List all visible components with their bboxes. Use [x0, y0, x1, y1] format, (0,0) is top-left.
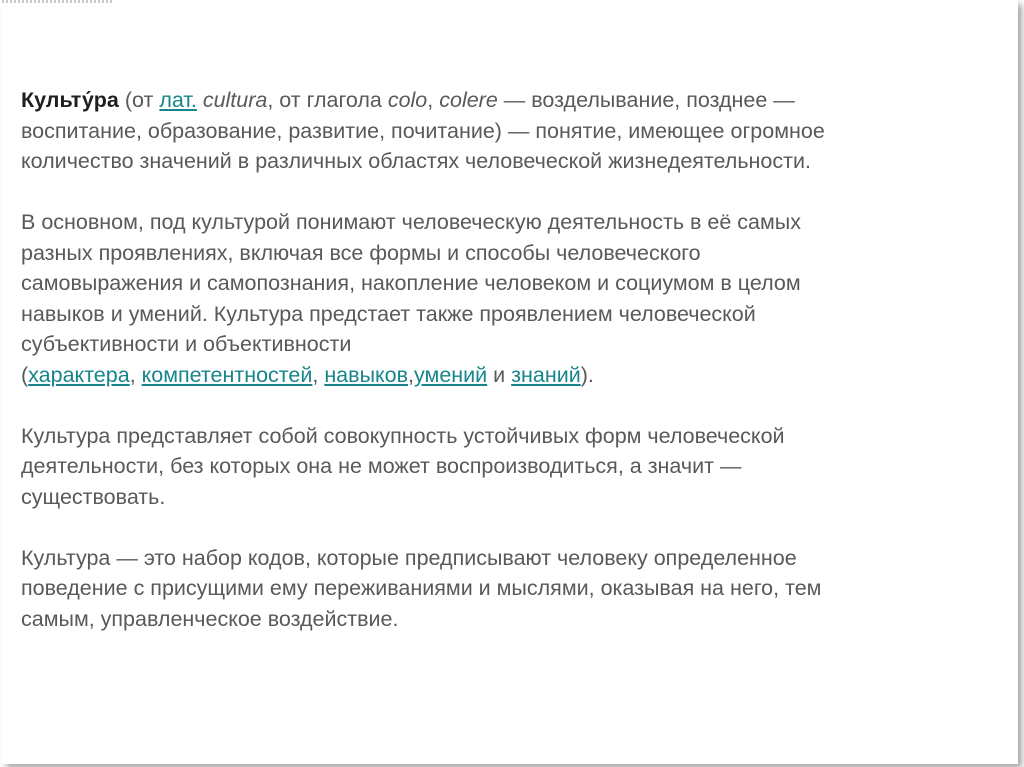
text-fragment: — возделывание, позднее —	[497, 88, 795, 112]
slide	[2, 0, 1018, 764]
text-fragment: ).	[580, 362, 594, 387]
text-line: самовыражения и самопознания, накопление человеком и социумом в целом	[21, 271, 801, 295]
link-competences[interactable]: компетентностей	[141, 362, 313, 387]
text-line: воспитание, образование, развитие, почитание) — понятие, имеющее огромное	[21, 118, 825, 143]
link-abilities[interactable]: умений	[414, 362, 488, 387]
slide-text	[21, 85, 1006, 665]
text-line: поведение с присущими ему переживаниями и мыслями, оказывая на него, тем	[21, 576, 822, 600]
text-line: субъективности и объективности	[21, 332, 352, 356]
text-line-links	[21, 360, 1006, 391]
text-fragment: (от	[118, 88, 160, 112]
text-fragment: , от глагола	[267, 88, 388, 112]
text-line: навыков и умений. Культура предстает также проявлением человеческой	[21, 301, 756, 326]
text-line: самым, управленческое воздействие.	[21, 606, 399, 631]
text-fragment: ,	[408, 362, 415, 387]
text-line: Культура представляет собой совокупность устойчивых форм человеческой	[21, 423, 785, 448]
paragraph-codes	[21, 543, 1006, 635]
text-line: существовать.	[21, 484, 166, 509]
link-knowledge[interactable]: знаний	[511, 362, 581, 387]
link-skills[interactable]: навыков	[324, 362, 409, 387]
corner-decoration	[2, 0, 112, 3]
text-line: количество значений в различных областях человеческой жизнедеятельности.	[21, 149, 811, 173]
text-line: В основном, под культурой понимают человеческую деятельность в её самых	[21, 210, 801, 234]
text-fragment: (	[21, 362, 29, 387]
text-fragment: ,	[129, 362, 142, 387]
latin-word-colo: colo	[387, 88, 428, 112]
link-character[interactable]: характера	[28, 362, 130, 387]
text-line	[21, 85, 1006, 116]
text-line: Культура — это набор кодов, которые предписывают человеку определенное	[21, 545, 797, 570]
paragraph-definition	[21, 85, 1006, 177]
latin-word-colere: colere	[439, 88, 498, 112]
latin-word-cultura: cultura	[202, 88, 268, 112]
link-lat[interactable]: лат.	[159, 88, 197, 112]
text-fragment: ,	[312, 362, 325, 387]
text-fragment: и	[487, 362, 512, 387]
text-fragment: ,	[427, 88, 440, 112]
term-culture: Культу́ра	[21, 88, 119, 112]
text-line: деятельности, без которых она не может воспроизводиться, а значит —	[21, 454, 742, 478]
paragraph-forms	[21, 421, 1006, 513]
text-line: разных проявлениях, включая все формы и способы человеческого	[21, 240, 701, 265]
paragraph-general	[21, 207, 1006, 390]
